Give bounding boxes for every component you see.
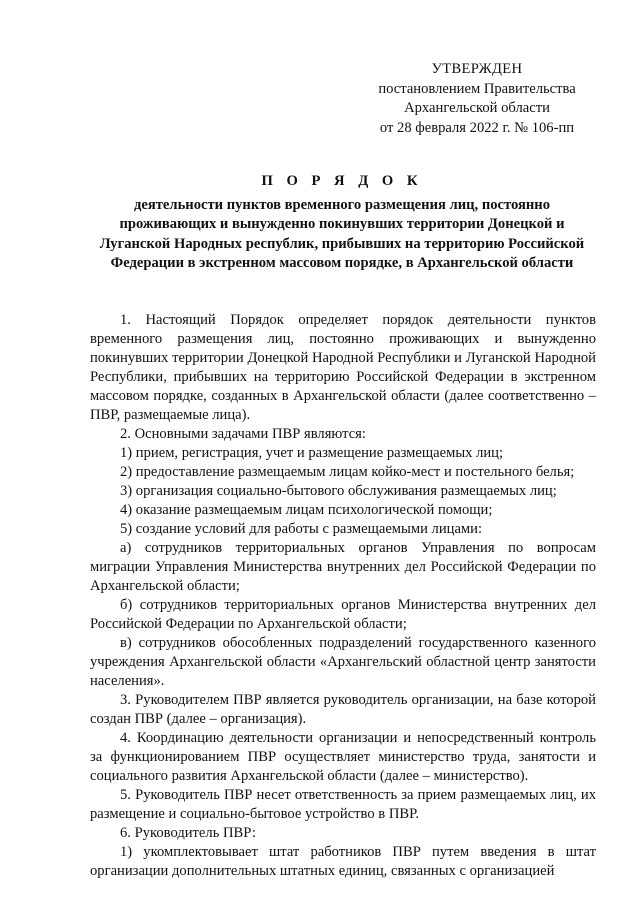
paragraph-5: 5. Руководитель ПВР несет ответственность за прием размещаемых лиц, их размещение и социально-бытовое устройство в ПВР.	[90, 787, 596, 822]
paragraph-3: 3. Руководителем ПВР является руководитель организации, на базе которой создан ПВР (далее – организация).	[90, 692, 596, 727]
sublist-item-v: в) сотрудников обособленных подразделений государственного казенного учреждения Архангельской области «Архангельский областной центр занятости населения».	[90, 635, 596, 689]
paragraph-2: 2. Основными задачами ПВР являются:	[120, 426, 366, 442]
list-item-6-1: 1) укомплектовывает штат работников ПВР путем введения в штат организации дополнительных штатных единиц, связанных с организацией	[90, 844, 596, 879]
approval-region: Архангельской области	[404, 100, 550, 116]
list-item-2-2: 2) предоставление размещаемым лицам койко-мест и постельного белья;	[120, 464, 575, 480]
document-heading	[92, 172, 592, 274]
list-item-2-3: 3) организация социально-бытового обслуживания размещаемых лиц;	[120, 483, 557, 499]
list-item-2-4: 4) оказание размещаемым лицам психологической помощи;	[120, 502, 493, 518]
paragraph-1: 1. Настоящий Порядок определяет порядок деятельности пунктов временного размещения лиц, постоянно проживающих и вынужденно покинувших территории Донецкой Народной Республики и Луганской Народной Республики, прибывших на территорию Российской Федерации в экстренном массовом порядке, созданных в Архангельской области (далее соответственно – ПВР, размещаемые лица).	[90, 312, 596, 423]
paragraph-6: 6. Руководитель ПВР:	[120, 825, 256, 841]
document-title: П О Р Я Д О К	[261, 173, 423, 189]
approval-date-number: от 28 февраля 2022 г. № 106-пп	[379, 119, 575, 136]
document-subtitle: деятельности пунктов временного размещения лиц, постоянно проживающих и вынужденно покинувших территории Донецкой и Луганской Народных республик, прибывших на территорию Российской Федерации в экстренном массовом порядке, в Архангельской области	[99, 196, 585, 271]
list-item-2-1: 1) прием, регистрация, учет и размещение размещаемых лиц;	[120, 445, 504, 461]
sublist-item-b: б) сотрудников территориальных органов Министерства внутренних дел Российской Федерации по Архангельской области;	[90, 597, 596, 632]
approval-stamp: УТВЕРЖДЕН	[431, 61, 523, 77]
document-body	[90, 311, 596, 881]
approval-authority: постановлением Правительства	[378, 80, 576, 97]
sublist-item-a: а) сотрудников территориальных органов Управления по вопросам миграции Управления Министерства внутренних дел Российской Федерации по Архангельской области;	[90, 540, 596, 594]
paragraph-4: 4. Координацию деятельности организации и непосредственный контроль за функционированием ПВР осуществляет министерство труда, занятости и социального развития Архангельской области (далее – министерство).	[90, 730, 596, 784]
approval-block	[352, 60, 602, 138]
list-item-2-5: 5) создание условий для работы с размещаемыми лицами:	[120, 521, 483, 537]
